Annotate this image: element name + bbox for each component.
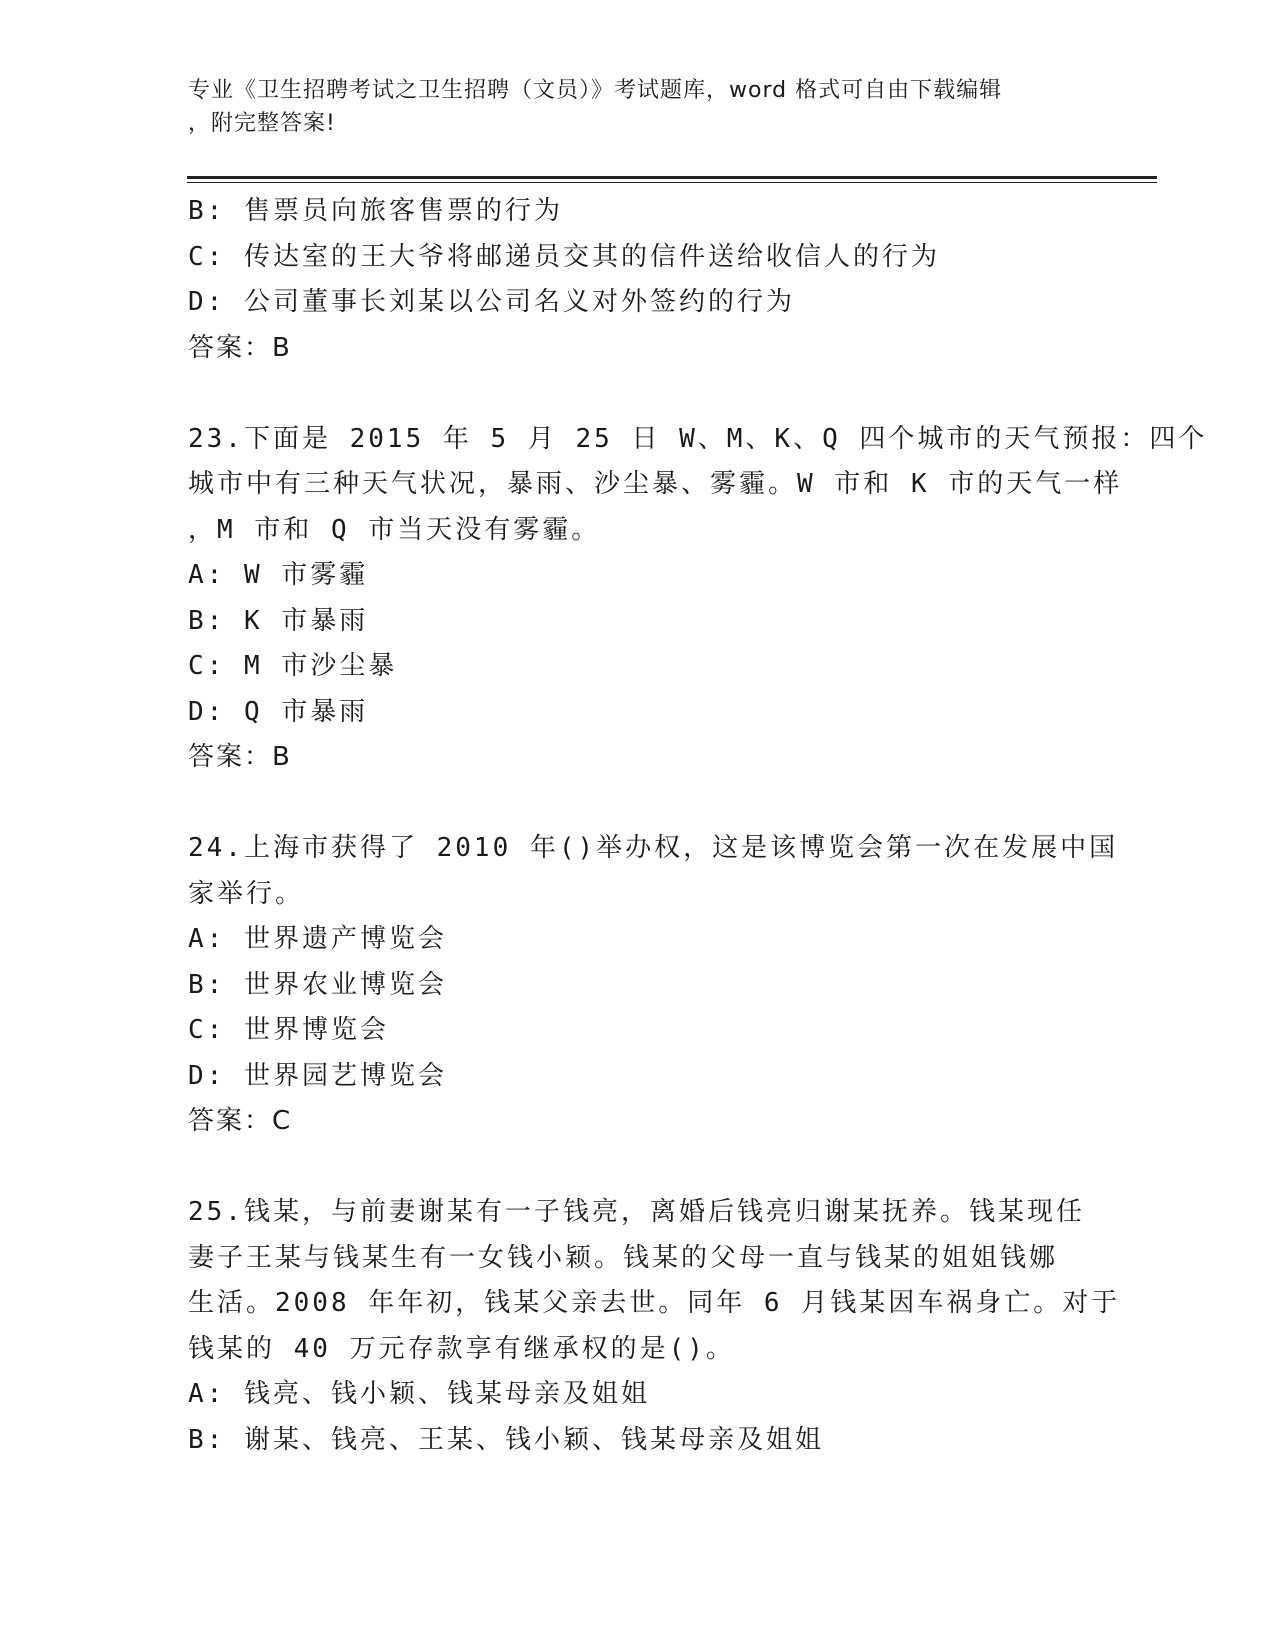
q22-option-b: B: 售票员向旅客售票的行为	[188, 196, 563, 226]
spacer	[188, 1145, 1088, 1191]
q24-option-d: D: 世界园艺博览会	[188, 1060, 447, 1091]
q25-stem-line-2: 妻子王某与钱某生有一女钱小颖。钱某的父母一直与钱某的姐姐钱娜	[188, 1242, 1059, 1273]
q25-stem-line-4: 钱某的 40 万元存款享有继承权的是()。	[188, 1333, 735, 1364]
q23-answer: 答案：B	[188, 742, 292, 772]
q22-option-d: D: 公司董事长刘某以公司名义对外签约的行为	[188, 287, 795, 317]
q23-option-c: C: M 市沙尘暴	[188, 651, 398, 681]
q22-option-c: C: 传达室的王大爷将邮递员交其的信件送给收信人的行为	[188, 241, 940, 272]
q23-stem-line-2: 城市中有三种天气状况，暴雨、沙尘暴、雾霾。W 市和 K 市的天气一样	[188, 469, 1123, 499]
header-line-2: ，附完整答案!	[188, 111, 336, 136]
q23-option-b: B: K 市暴雨	[188, 605, 369, 636]
question-content	[188, 189, 1208, 1463]
q25-stem-line-3: 生活。2008 年年初，钱某父亲去世。同年 6 月钱某因车祸身亡。对于	[188, 1288, 1121, 1318]
q24-answer: 答案：C	[188, 1106, 293, 1136]
spacer	[188, 371, 1088, 417]
q24-option-b: B: 世界农业博览会	[188, 969, 447, 1000]
q24-option-a: A: 世界遗产博览会	[188, 924, 447, 954]
q23-option-d: D: Q 市暴雨	[188, 696, 369, 727]
q25-option-b: B: 谢某、钱亮、王某、钱小颖、钱某母亲及姐姐	[188, 1424, 824, 1455]
q23-stem-line-3: ，M 市和 Q 市当天没有雾霾。	[188, 514, 601, 545]
q25-stem-line-1: 25.钱某，与前妻谢某有一子钱亮，离婚后钱亮归谢某抚养。钱某现任	[188, 1197, 1085, 1227]
q24-stem-line-2: 家举行。	[188, 878, 305, 909]
q23-stem-line-1: 23.下面是 2015 年 5 月 25 日 W、M、K、Q 四个城市的天气预报：四个	[188, 423, 1208, 454]
header-divider-thin	[187, 182, 1157, 183]
q23-option-a: A: W 市雾霾	[188, 560, 369, 590]
document-header	[188, 74, 1068, 140]
q22-answer: 答案：B	[188, 332, 292, 363]
header-divider-thick	[187, 176, 1157, 179]
spacer	[188, 781, 1088, 827]
header-line-1: 专业《卫生招聘考试之卫生招聘（文员）》考试题库，word 格式可自由下载编辑	[188, 78, 1003, 103]
q24-option-c: C: 世界博览会	[188, 1015, 389, 1045]
q25-option-a: A: 钱亮、钱小颖、钱某母亲及姐姐	[188, 1379, 650, 1409]
q24-stem-line-1: 24.上海市获得了 2010 年()举办权，这是该博览会第一次在发展中国	[188, 833, 1119, 863]
